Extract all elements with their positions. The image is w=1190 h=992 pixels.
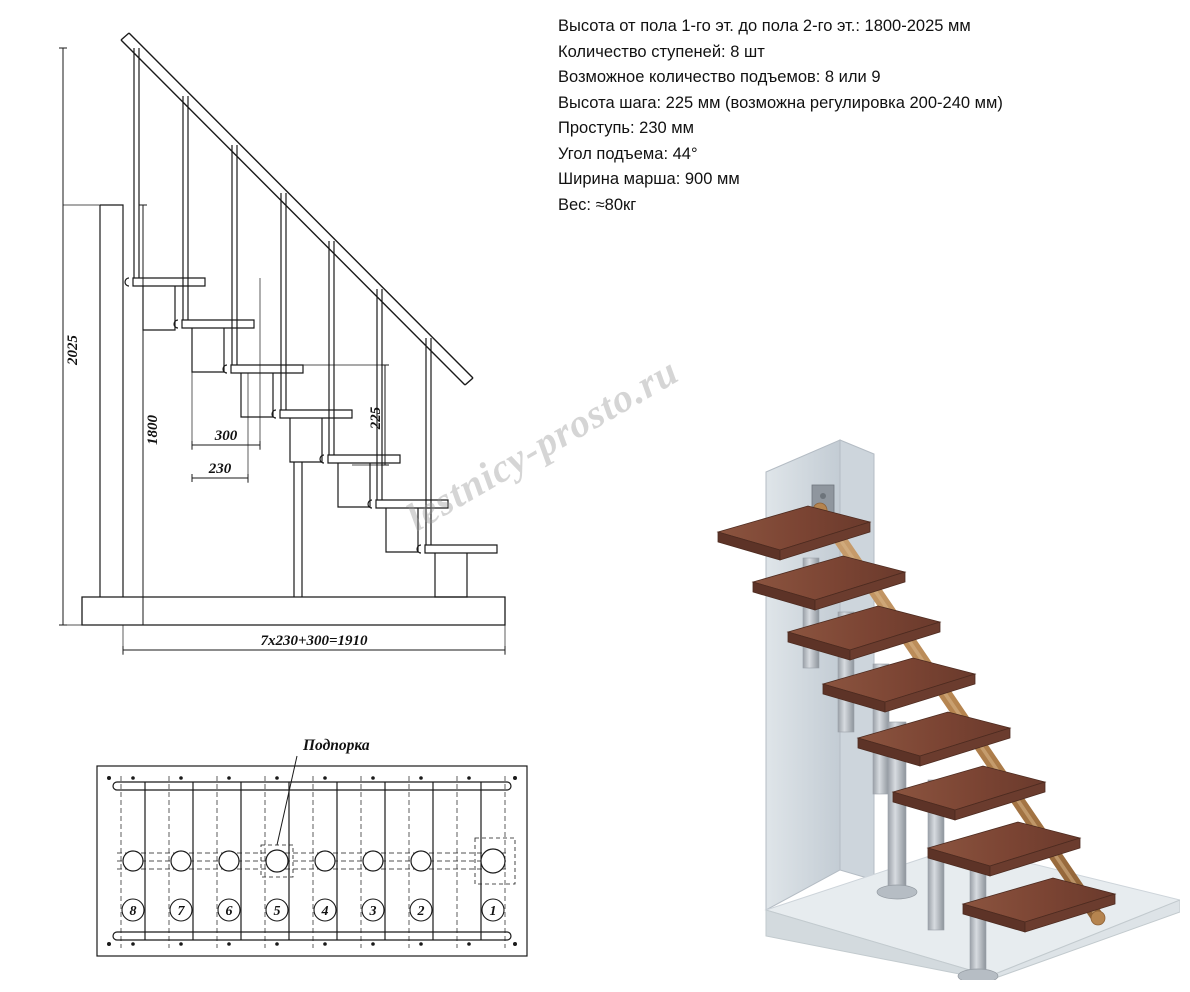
plan-step-number: 6 xyxy=(225,904,233,919)
dim-floor-height-label: 1800 xyxy=(145,415,161,445)
plan-step-number: 8 xyxy=(129,904,137,919)
plan-step-number: 5 xyxy=(273,904,281,919)
plan-support-label: Подпорка xyxy=(303,737,370,754)
spec-item-possible-risers: Возможное количество подъемов: 8 или 9 xyxy=(558,68,881,86)
spec-item-width: Ширина марша: 900 мм xyxy=(558,170,740,188)
watermark-text: lestnicy-prosto.ru xyxy=(398,347,686,540)
isometric-render xyxy=(660,240,1180,980)
plan-step-number: 1 xyxy=(489,904,497,919)
plan-step-number: 7 xyxy=(177,904,185,919)
plan-step-number: 3 xyxy=(369,904,377,919)
spec-item-angle: Угол подъема: 44° xyxy=(558,144,698,163)
dim-step-rise-label: 225 xyxy=(368,406,384,430)
dim-run-formula-label: 7x230+300=1910 xyxy=(260,633,368,649)
dim-total-height-label: 2025 xyxy=(65,335,81,365)
plan-step-number: 2 xyxy=(417,904,425,919)
dim-tread-label: 230 xyxy=(208,461,232,477)
dim-top-tread-label: 300 xyxy=(214,428,238,444)
spec-item-step-height: Высота шага: 225 мм (возможна регулировка 200-240 мм) xyxy=(558,93,1003,112)
spec-item-weight: Вес: ≈80кг xyxy=(558,195,637,214)
plan-step-number: 4 xyxy=(321,904,329,919)
elevation-drawing xyxy=(55,20,535,680)
plan-drawing xyxy=(75,720,545,980)
spec-item-total-height: Высота от пола 1-го эт. до пола 2-го эт.: 1800-2025 мм xyxy=(558,17,971,35)
spec-item-tread: Проступь: 230 мм xyxy=(558,119,694,137)
spec-item-step-count: Количество ступеней: 8 шт xyxy=(558,42,765,61)
specifications-list xyxy=(558,14,1178,218)
